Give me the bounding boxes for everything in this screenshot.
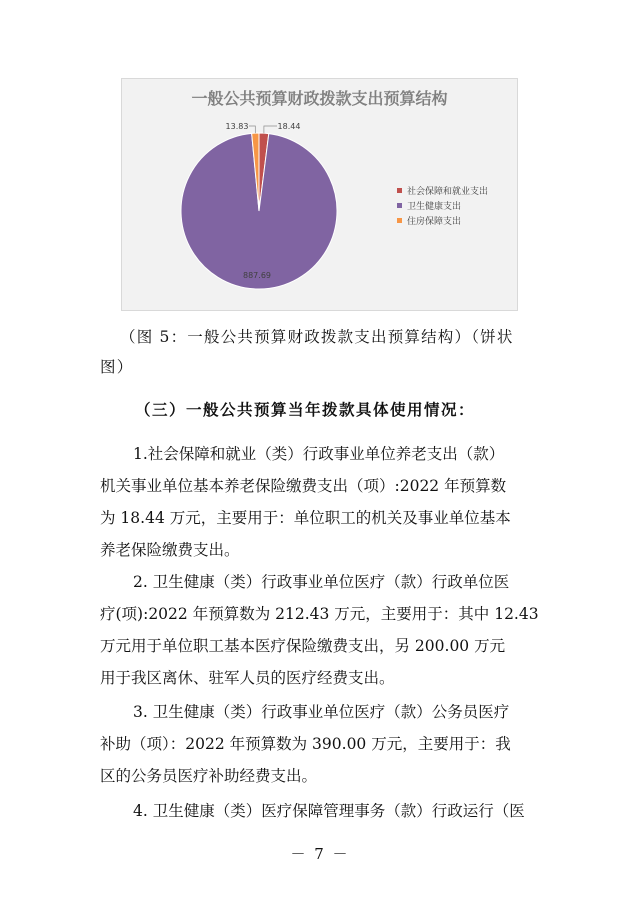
paragraph-line: 4. 卫生健康（类）医疗保障管理事务（款）行政运行（医 [133,802,525,820]
caption-line: （图 5：一般公共预算财政拨款支出预算结构）（饼状 [120,328,514,346]
paragraph-line: 1.社会保障和就业（类）行政事业单位养老支出（款） [133,445,505,463]
paragraph-line: 2. 卫生健康（类）行政事业单位医疗（款）行政单位医 [133,573,510,591]
paragraph-2 [100,566,540,694]
legend-swatch [397,188,402,193]
legend-label: 住房保障支出 [407,217,462,227]
legend-label: 卫生健康支出 [407,202,462,212]
paragraph-line: 补助（项）：2022 年预算数为 390.00 万元，主要用于：我 [100,735,511,753]
data-label: 18.44 [277,122,301,131]
data-label: 13.83 [225,122,249,131]
pie-chart [121,78,518,311]
paragraph-line: 万元用于单位职工基本医疗保险缴费支出，另 200.00 万元 [100,637,506,655]
section-heading: （三）一般公共预算当年拨款具体使用情况： [135,400,476,419]
data-label: 887.69 [243,271,271,280]
paragraph-3 [100,696,540,792]
paragraph-line: 疗(项):2022 年预算数为 212.43 万元，主要用于：其中 12.43 [100,605,539,623]
legend-label: 社会保障和就业支出 [407,187,489,197]
caption-line: 图） [100,358,134,376]
paragraph-line: 机关事业单位基本养老保险缴费支出（项）:2022 年预算数 [100,477,507,495]
leader-line [264,126,277,133]
paragraph-1 [100,438,540,566]
legend-swatch [397,203,402,208]
page-number: － 7 － [290,845,350,863]
legend-swatch [397,218,402,223]
paragraph-4 [100,795,540,827]
legend-item-social-security [397,183,488,198]
legend-item-health [397,198,488,213]
paragraph-line: 区的公务员医疗补助经费支出。 [100,767,318,785]
paragraph-line: 为 18.44 万元，主要用于：单位职工的机关及事业单位基本 [100,509,511,527]
chart-title: 一般公共预算财政拨款支出预算结构 [191,89,448,108]
figure-caption [100,322,540,382]
leader-line [249,126,255,133]
paragraph-line: 3. 卫生健康（类）行政事业单位医疗（款）公务员医疗 [133,703,510,721]
legend-item-housing [397,213,488,228]
paragraph-line: 用于我区离休、驻军人员的医疗经费支出。 [100,669,395,687]
chart-legend [397,183,488,228]
paragraph-line: 养老保险缴费支出。 [100,541,240,559]
